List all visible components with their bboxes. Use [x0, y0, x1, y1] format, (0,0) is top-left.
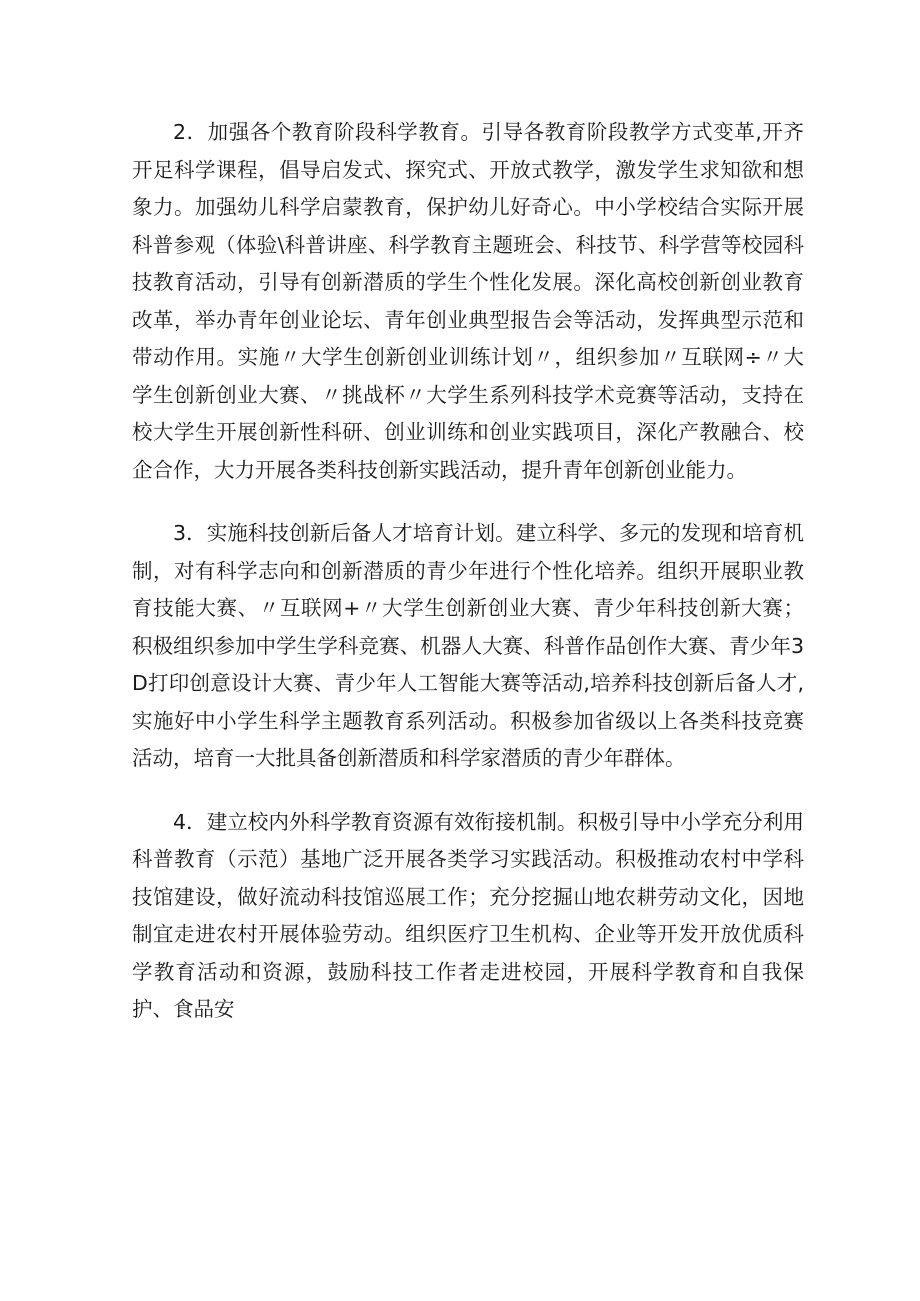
document-body — [132, 114, 804, 1055]
paragraph-item-3: 3．实施科技创新后备人才培育计划。建立科学、多元的发现和培育机制，对有科学志向和创新潜质的青少年进行个性化培养。组织开展职业教育技能大赛、〃互联网+〃大学生创新创业大赛、青少年科技创新大赛；积极组织参加中学生学科竞赛、机器人大赛、科普作品创作大赛、青少年3D打印创意设计大赛、青少年人工智能大赛等活动,培养科技创新后备人才,实施好中小学生科学主题教育系列活动。积极参加省级以上各类科技竞赛活动，培育一大批具备创新潜质和科学家潜质的青少年群体。 — [132, 521, 804, 770]
paragraph-item-2: 2．加强各个教育阶段科学教育。引导各教育阶段教学方式变革,开齐开足科学课程，倡导启发式、探究式、开放式教学，激发学生求知欲和想象力。加强幼儿科学启蒙教育，保护幼儿好奇心。中小学校结合实际开展科普参观（体验\科普讲座、科学教育主题班会、科技节、科学营等校园科技教育活动，引导有创新潜质的学生个性化发展。深化高校创新创业教育改革，举办青年创业论坛、青年创业典型报告会等活动，发挥典型示范和带动作用。实施〃大学生创新创业训练计划〃，组织参加〃互联网÷〃大学生创新创业大赛、〃挑战杯〃大学生系列科技学术竞赛等活动，支持在校大学生开展创新性科研、创业训练和创业实践项目，深化产教融合、校企合作，大力开展各类科技创新实践活动，提升青年创新创业能力。 — [132, 120, 804, 482]
paragraph-item-4: 4．建立校内外科学教育资源有效衔接机制。积极引导中小学充分利用科普教育（示范）基地广泛开展各类学习实践活动。积极推动农村中学科技馆建设，做好流动科技馆巡展工作；充分挖掘山地农耕劳动文化，因地制宜走进农村开展体验劳动。组织医疗卫生机构、企业等开发开放优质科学教育活动和资源，鼓励科技工作者走进校园，开展科学教育和自我保护、食品安 — [132, 809, 804, 1021]
